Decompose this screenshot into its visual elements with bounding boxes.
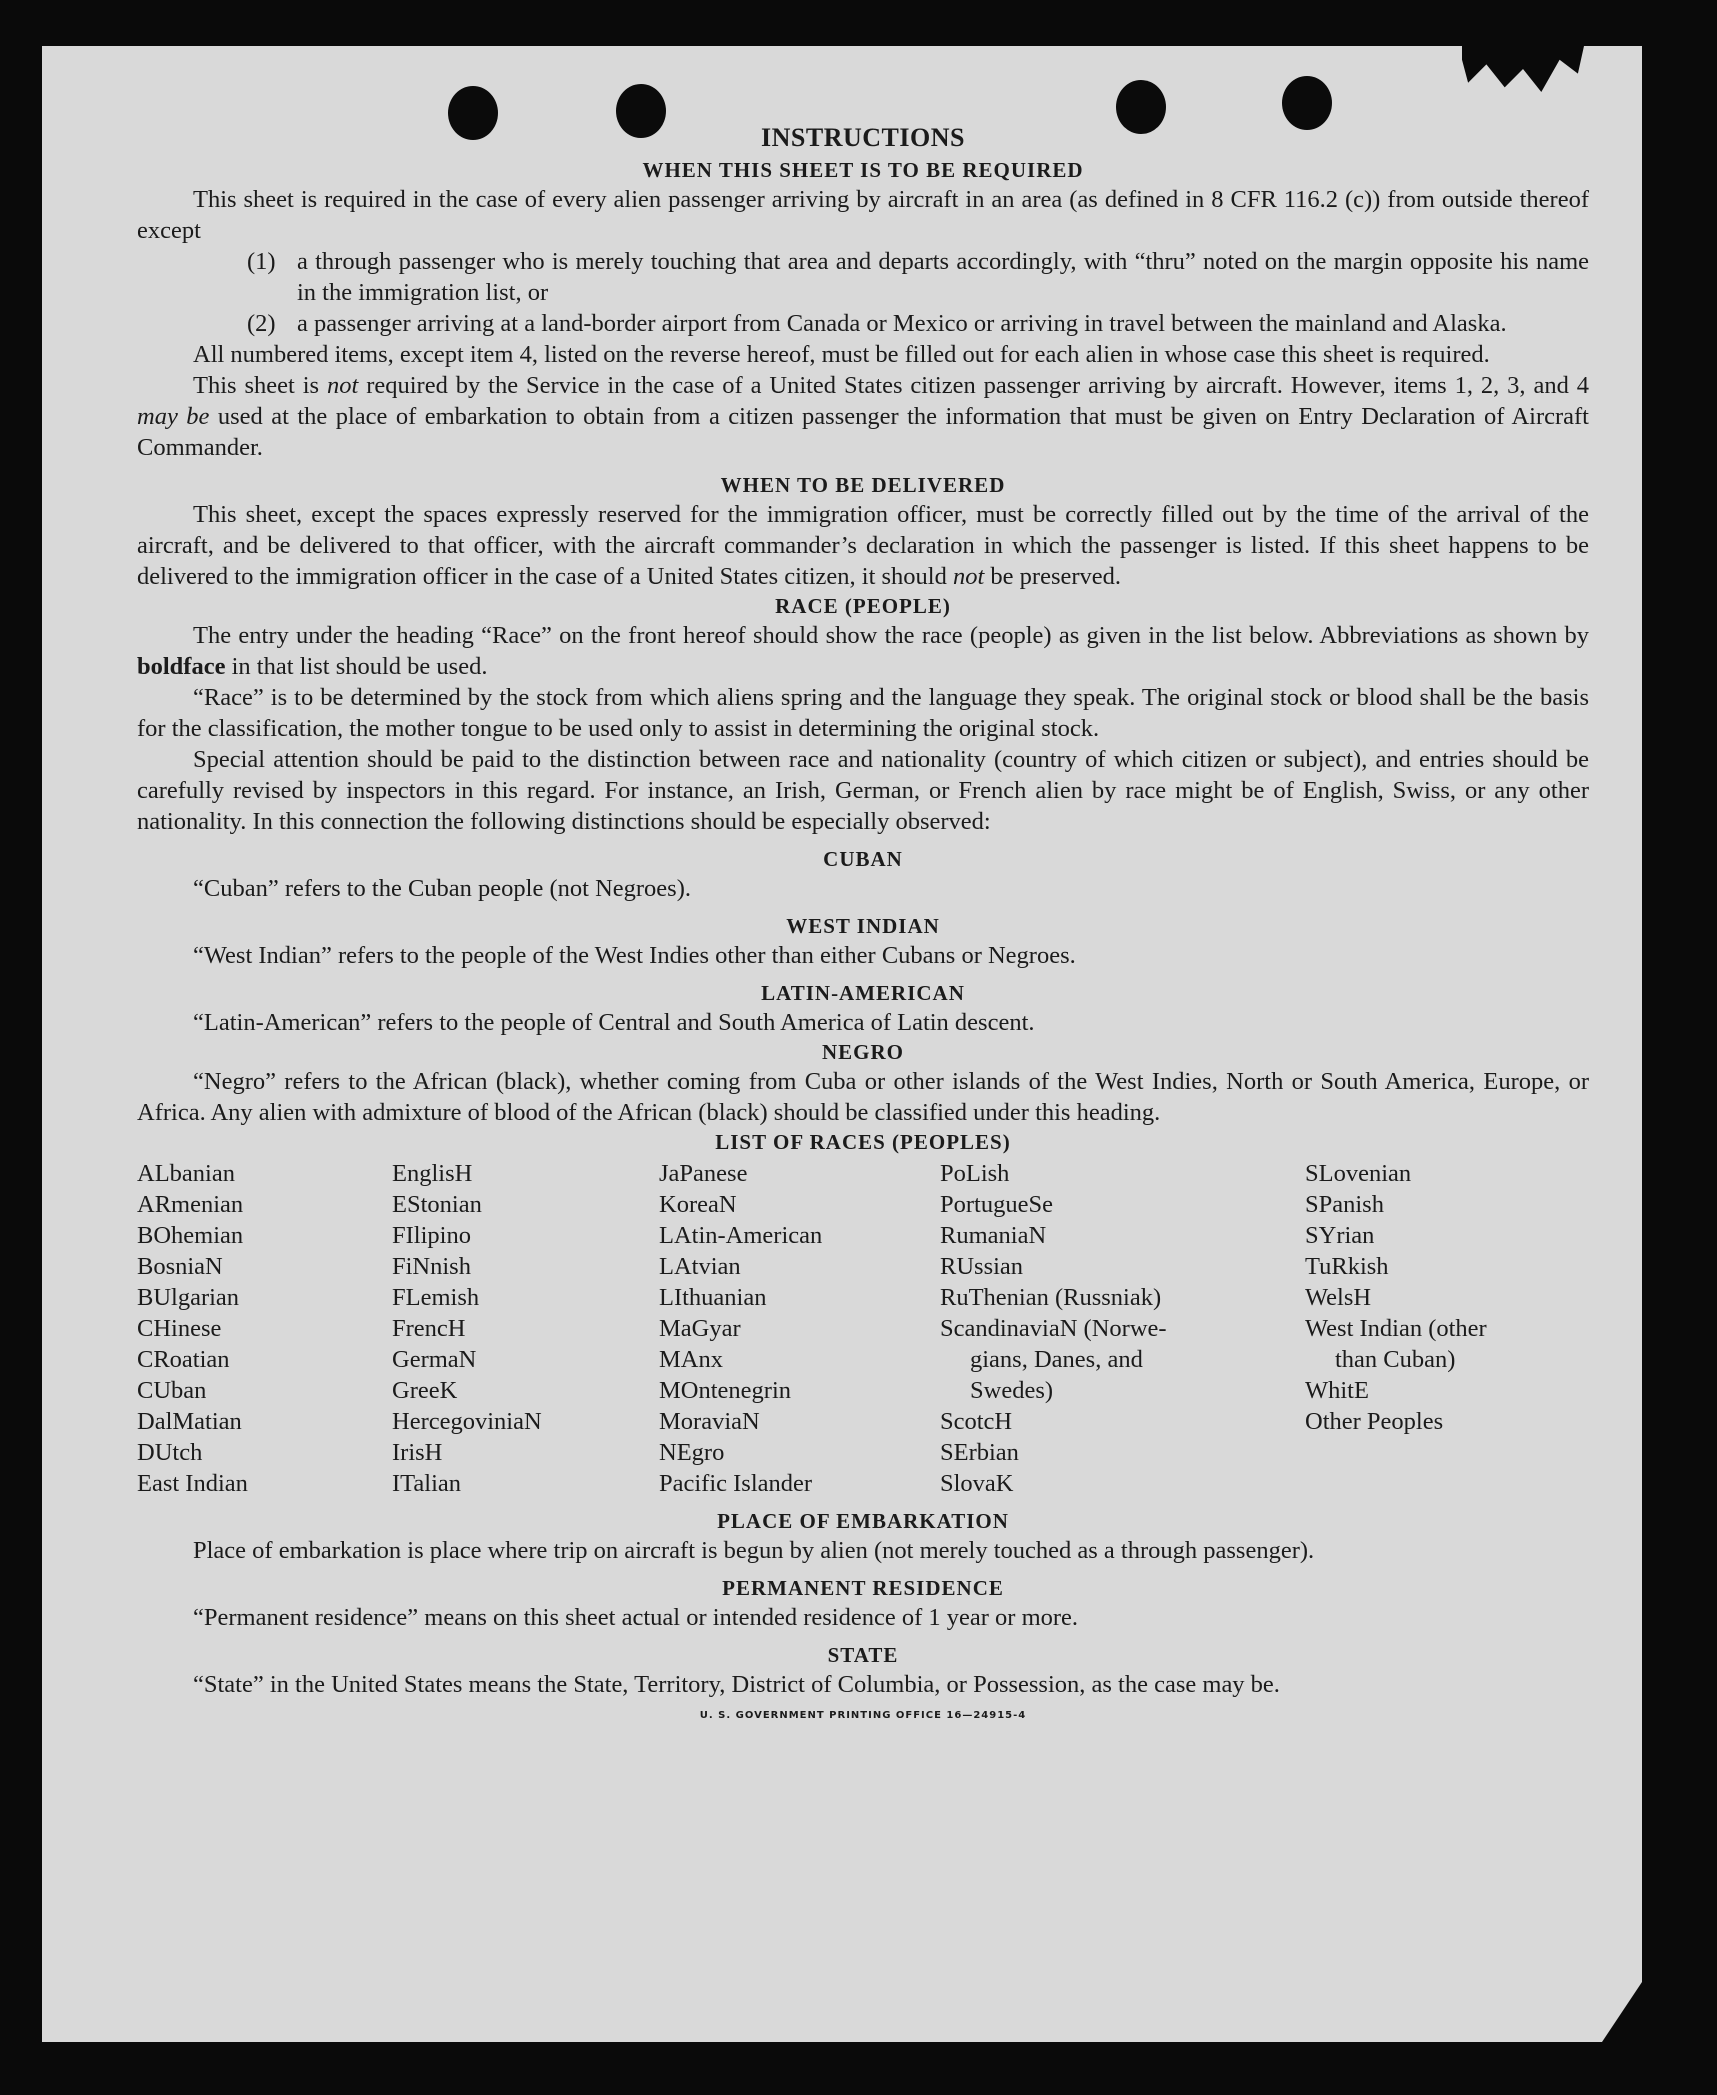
race-entry: MoraviaN (659, 1408, 760, 1435)
heading-list-of-races: LIST OF RACES (PEOPLES) (715, 1130, 1011, 1154)
race-entry: RUssian (940, 1253, 1024, 1280)
instructions-body (137, 120, 1589, 1721)
race-entry: CUban (137, 1377, 207, 1404)
printer-imprint: U. S. GOVERNMENT PRINTING OFFICE 16—24915-4 (699, 1710, 1027, 1721)
paragraph: This sheet, except the spaces expressly reserved for the immigration officer, must be correctly filled out by the time of the arrival of the aircraft, and be delivered to that officer, with the aircraft commander’s declaration in which the passenger is listed. If this sheet happens to be delivered to the immigration officer in the case of a United States citizen, it should not be preserved. (137, 501, 1589, 590)
race-entry: LAtin-American (659, 1222, 823, 1249)
race-entry: West Indian (other (1305, 1315, 1487, 1342)
race-entry: Swedes) (970, 1377, 1054, 1404)
races-column (137, 1158, 392, 1499)
item-text: a through passenger who is merely touching that area and departs accordingly, with “thru” noted on the margin opposite his name in the immigration list, or (297, 248, 1589, 306)
numbered-item (247, 308, 1589, 339)
paragraph: “Latin-American” refers to the people of Central and South America of Latin descent. (193, 1009, 1035, 1036)
item-text: a passenger arriving at a land-border airport from Canada or Mexico or arriving in travel between the mainland and Alaska. (297, 310, 1507, 337)
paragraph: The entry under the heading “Race” on the front hereof should show the race (people) as given in the list below. Abbreviations as shown by boldface in that list should be used. (137, 622, 1589, 680)
race-entry: PortugueSe (940, 1191, 1053, 1218)
race-entry: NEgro (659, 1439, 725, 1466)
race-entry: DUtch (137, 1439, 203, 1466)
race-entry: LAtvian (659, 1253, 741, 1280)
race-entry: gians, Danes, and (970, 1346, 1143, 1373)
paragraph: This sheet is required in the case of every alien passenger arriving by aircraft in an area (as defined in 8 CFR 116.2 (c)) from outside thereof except (137, 186, 1589, 244)
heading-negro: NEGRO (821, 1040, 904, 1064)
race-entry: WhitE (1305, 1377, 1369, 1404)
race-entry: JaPanese (659, 1160, 748, 1187)
race-entry: ITalian (392, 1470, 462, 1497)
heading-state: STATE (827, 1643, 899, 1667)
race-entry: FIlipino (392, 1222, 471, 1249)
paragraph: “Negro” refers to the African (black), whether coming from Cuba or other islands of the West Indies, North or South America, Europe, or Africa. Any alien with admixture of blood of the African (black) should be classified under this heading. (137, 1068, 1589, 1126)
race-entry: MaGyar (659, 1315, 741, 1342)
race-entry: DalMatian (137, 1408, 242, 1435)
race-entry: FrencH (392, 1315, 466, 1342)
heading-embarkation: PLACE OF EMBARKATION (717, 1509, 1009, 1533)
race-entry: HercegoviniaN (392, 1408, 542, 1435)
race-entry: ALbanian (137, 1160, 235, 1187)
race-entry: GermaN (392, 1346, 477, 1373)
race-entry: Pacific Islander (659, 1470, 813, 1497)
race-entry: KoreaN (659, 1191, 737, 1218)
race-entry: SLovenian (1305, 1160, 1412, 1187)
race-entry: PoLish (940, 1160, 1010, 1187)
numbered-item (247, 246, 1589, 308)
race-entry: MAnx (659, 1346, 723, 1373)
race-entry: MOntenegrin (659, 1377, 791, 1404)
item-number: (2) (247, 310, 276, 337)
race-entry: SErbian (940, 1439, 1019, 1466)
heading-when-delivered: WHEN TO BE DELIVERED (720, 473, 1006, 497)
heading-cuban: CUBAN (823, 847, 903, 871)
race-entry: ARmenian (137, 1191, 244, 1218)
race-entry: CHinese (137, 1315, 222, 1342)
race-entry: CRoatian (137, 1346, 230, 1373)
race-entry: SYrian (1305, 1222, 1375, 1249)
race-entry: WelsH (1305, 1284, 1372, 1311)
page-title: INSTRUCTIONS (761, 123, 965, 152)
race-entry: FiNnish (392, 1253, 471, 1280)
race-entry: LIthuanian (659, 1284, 767, 1311)
races-column (659, 1158, 940, 1499)
paragraph: “Cuban” refers to the Cuban people (not Negroes). (193, 875, 691, 902)
race-entry: TuRkish (1305, 1253, 1389, 1280)
race-entry: FLemish (392, 1284, 480, 1311)
race-entry: ScandinaviaN (Norwe- (940, 1315, 1167, 1342)
paragraph: This sheet is not required by the Service in the case of a United States citizen passenger arriving by aircraft. However, items 1, 2, 3, and 4 may be used at the place of embarkation to obtain from a citizen passenger the information that must be given on Entry Declaration of Aircraft Commander. (137, 372, 1589, 461)
race-entry: GreeK (392, 1377, 458, 1404)
race-entry: SPanish (1305, 1191, 1384, 1218)
paragraph: “State” in the United States means the State, Territory, District of Columbia, or Possession, as the case may be. (193, 1671, 1280, 1698)
torn-edge (1462, 46, 1584, 92)
document-page (42, 46, 1642, 2042)
race-entry: Other Peoples (1305, 1408, 1444, 1435)
race-entry: EnglisH (392, 1160, 473, 1187)
races-column (392, 1158, 659, 1499)
item-number: (1) (247, 248, 276, 275)
race-entry: BUlgarian (137, 1284, 240, 1311)
races-column (1305, 1158, 1589, 1499)
paragraph: “Race” is to be determined by the stock from which aliens spring and the language they speak. The original stock or blood shall be the basis for the classification, the mother tongue to be used only to assist in determining the original stock. (137, 684, 1589, 742)
paragraph: “West Indian” refers to the people of the West Indies other than either Cubans or Negroes. (193, 942, 1076, 969)
race-entry: BosniaN (137, 1253, 223, 1280)
heading-west-indian: WEST INDIAN (786, 914, 940, 938)
paragraph: All numbered items, except item 4, listed on the reverse hereof, must be filled out for each alien in whose case this sheet is required. (193, 341, 1490, 368)
races-list (137, 1158, 1589, 1499)
race-entry: RuThenian (Russniak) (940, 1284, 1162, 1311)
race-entry: BOhemian (137, 1222, 244, 1249)
heading-when-required: WHEN THIS SHEET IS TO BE REQUIRED (642, 158, 1084, 182)
race-entry: than Cuban) (1335, 1346, 1456, 1373)
paragraph: Special attention should be paid to the distinction between race and nationality (country of which citizen or subject), and entries should be carefully revised by inspectors in this regard. For instance, an Irish, German, or French alien by race might be of English, Swiss, or any other nationality. In this connection the following distinctions should be especially observed: (137, 746, 1589, 835)
race-entry: East Indian (137, 1470, 248, 1497)
races-column (940, 1158, 1305, 1499)
paragraph: Place of embarkation is place where trip on aircraft is begun by alien (not merely touched as a through passenger). (193, 1537, 1315, 1564)
race-entry: IrisH (392, 1439, 443, 1466)
race-entry: ScotcH (940, 1408, 1013, 1435)
race-entry: EStonian (392, 1191, 482, 1218)
race-entry: RumaniaN (940, 1222, 1047, 1249)
heading-permanent-residence: PERMANENT RESIDENCE (722, 1576, 1004, 1600)
paragraph: “Permanent residence” means on this sheet actual or intended residence of 1 year or more. (193, 1604, 1079, 1631)
heading-latin-american: LATIN-AMERICAN (761, 981, 965, 1005)
torn-corner (1602, 1982, 1642, 2042)
heading-race: RACE (PEOPLE) (775, 594, 951, 618)
race-entry: SlovaK (940, 1470, 1014, 1497)
